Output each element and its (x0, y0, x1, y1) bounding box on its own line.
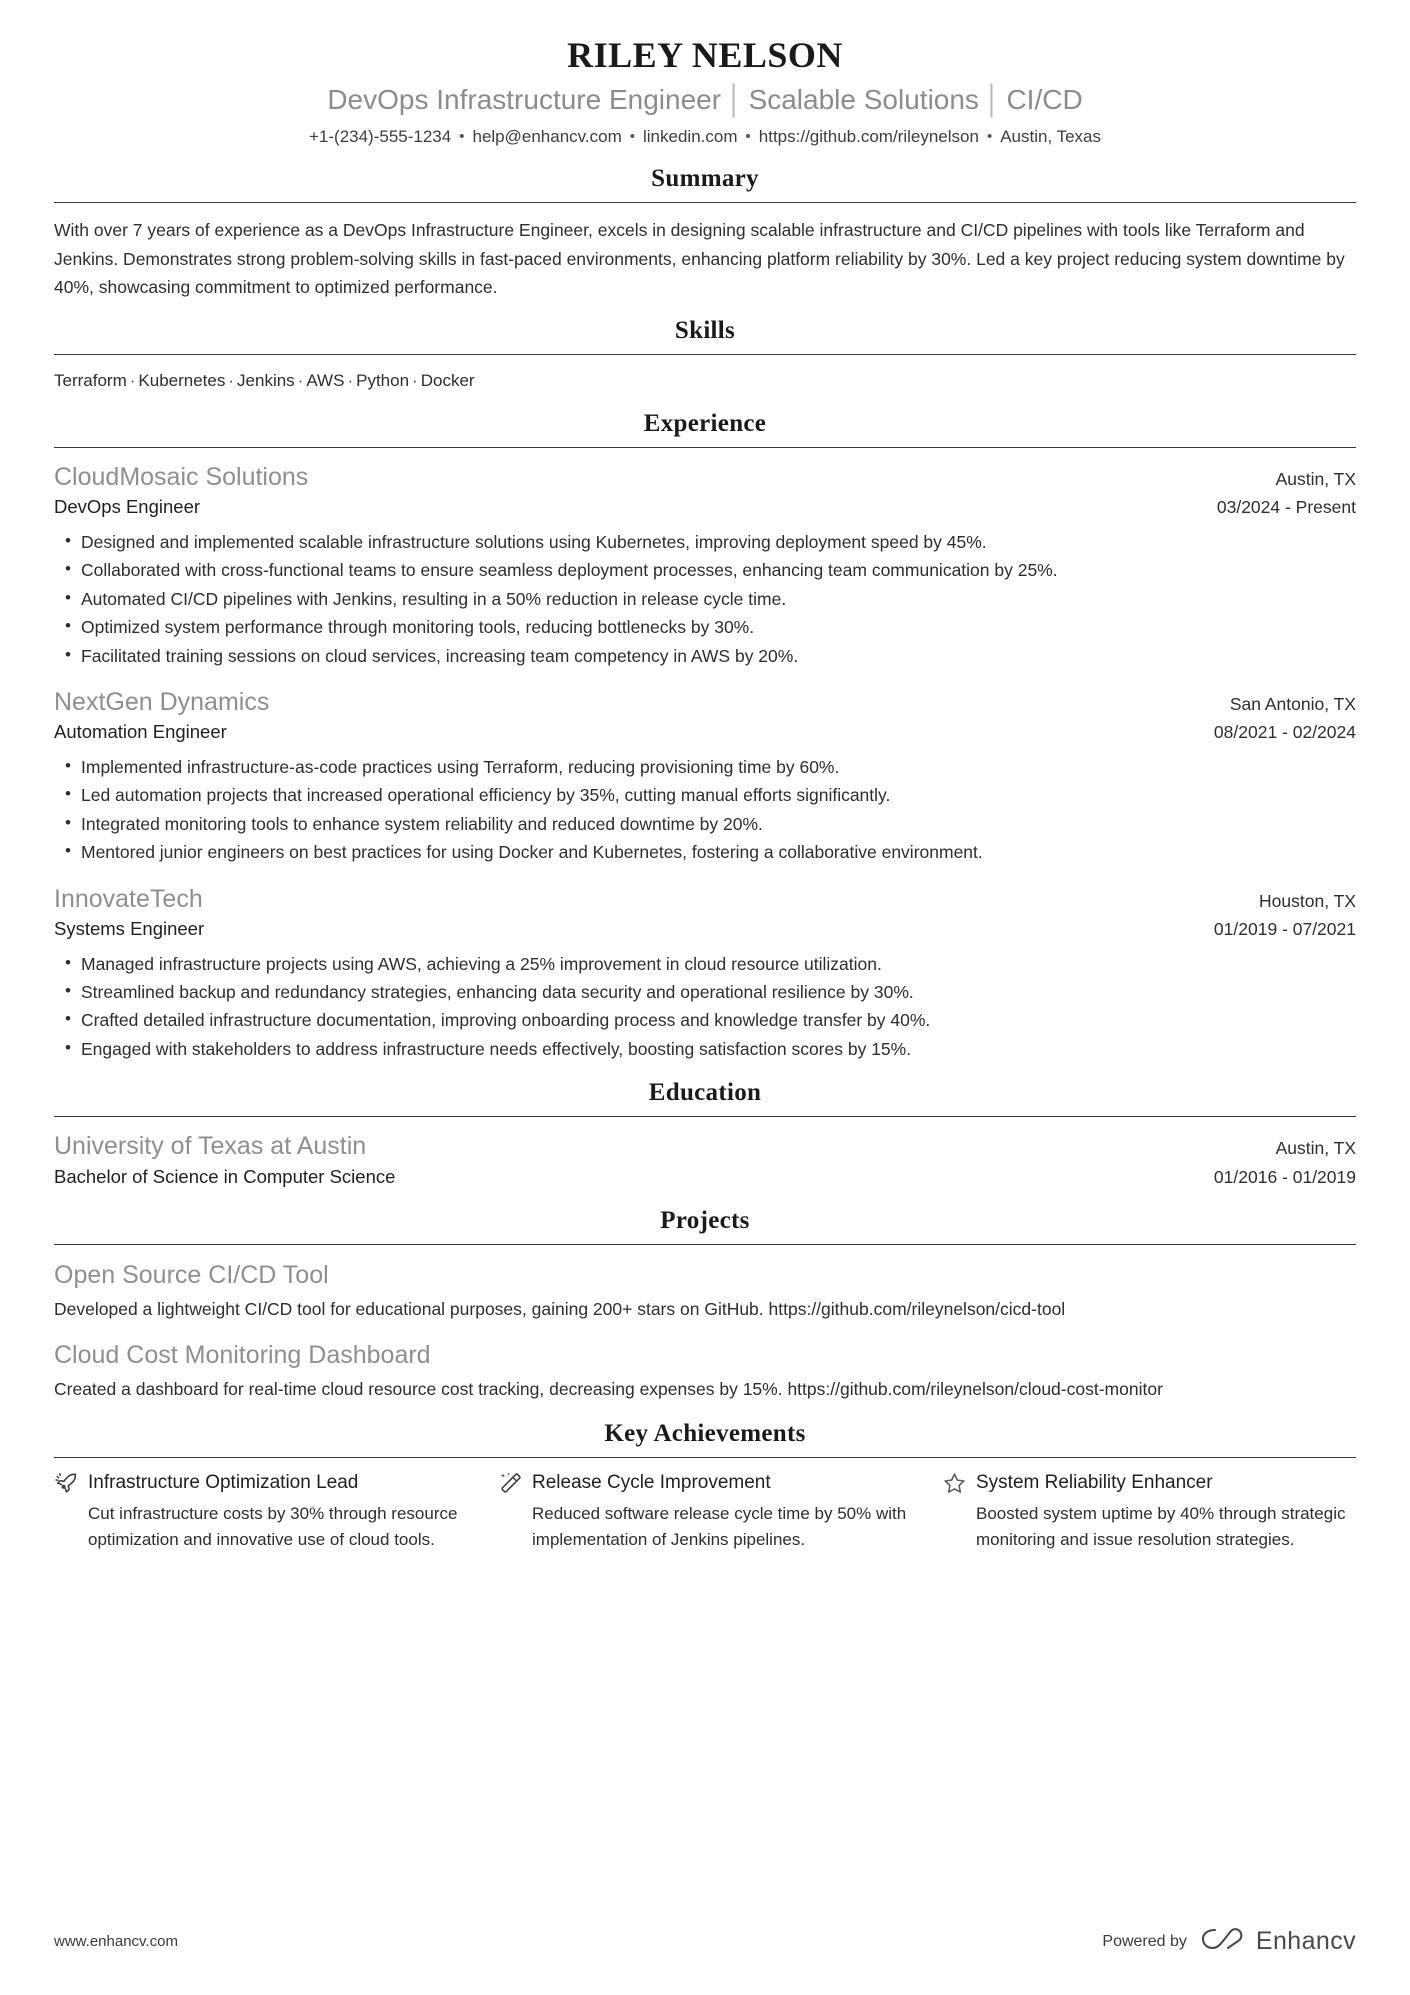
bullet-separator-icon: • (745, 127, 751, 145)
skill-item: Jenkins (237, 371, 295, 391)
experience-bullet: • Streamlined backup and redundancy strategies, enhancing data security and operational resilience by 30%. (54, 979, 1356, 1006)
contact-github[interactable]: https://github.com/rileynelson (758, 126, 979, 146)
education-location: Austin, TX (1275, 1138, 1356, 1159)
contact-email[interactable]: help@enhancv.com (472, 126, 622, 146)
experience-company-row (54, 686, 1356, 719)
experience-bullet: • Integrated monitoring tools to enhance system reliability and reduced downtime by 20%. (54, 811, 1356, 838)
experience-bullet-list (54, 951, 1356, 1064)
project-name: Open Source CI/CD Tool (54, 1260, 329, 1289)
experience-role-row (54, 916, 1356, 943)
section-education (54, 1079, 1356, 1190)
enhancv-logo (1201, 1926, 1356, 1957)
enhancv-mark-icon (1201, 1926, 1247, 1957)
experience-location: Houston, TX (1259, 890, 1356, 911)
experience-role: DevOps Engineer (54, 495, 201, 517)
project-entries (54, 1245, 1356, 1404)
experience-location: San Antonio, TX (1229, 694, 1356, 715)
section-projects (54, 1207, 1356, 1404)
experience-dates: 01/2019 - 07/2021 (1213, 918, 1356, 939)
achievement-description: Reduced software release cycle time by 50% with implementation of Jenkins pipelines. (532, 1504, 907, 1549)
title-part-2: CI/CD (1006, 83, 1083, 115)
section-heading-summary: Summary (651, 165, 759, 193)
experience-bullet: • Facilitated training sessions on cloud services, increasing team competency in AWS by 20%. (54, 643, 1356, 670)
section-experience (54, 410, 1356, 1064)
resume-header (54, 34, 1356, 149)
project-description: Developed a lightweight CI/CD tool for educational purposes, gaining 200+ stars on GitHub. https://github.com/rileynelson/cicd-tool (54, 1298, 1066, 1319)
skill-separator-icon: · (297, 371, 304, 391)
contact-line (54, 124, 1356, 150)
achievement-columns (54, 1471, 1356, 1553)
skill-separator-icon: · (412, 371, 418, 391)
skill-item: Kubernetes (138, 371, 226, 391)
achievement-entry (942, 1471, 1356, 1553)
powered-by-label: Powered by (1102, 1932, 1187, 1950)
achievement-header (54, 1471, 468, 1496)
skill-item: Docker (420, 371, 475, 391)
rocket-icon (54, 1471, 79, 1496)
education-dates: 01/2016 - 01/2019 (1213, 1166, 1356, 1187)
skill-separator-icon: · (347, 371, 354, 391)
footer-branding (1102, 1926, 1356, 1957)
contact-linkedin[interactable]: linkedin.com (643, 126, 738, 146)
section-summary (54, 165, 1356, 301)
skill-separator-icon: · (129, 371, 136, 391)
section-key-achievements (54, 1420, 1356, 1553)
experience-bullet: • Optimized system performance through monitoring tools, reducing bottlenecks by 30%. (54, 614, 1356, 641)
achievement-title: Release Cycle Improvement (532, 1472, 771, 1494)
experience-company: NextGen Dynamics (54, 688, 270, 717)
experience-dates: 03/2024 - Present (1216, 496, 1356, 517)
experience-role: Systems Engineer (54, 917, 205, 939)
skills-list (54, 368, 1356, 394)
experience-company: InnovateTech (54, 884, 203, 913)
summary-text: With over 7 years of experience as a DevOps Infrastructure Engineer, excels in designing scalable infrastructure and CI/CD pipelines with tools like Terraform and Jenkins. Demonstrates strong problem-solving skills in fast-paced environments, enhancing platform reliability by 30%. Led a key project reducing system downtime by 40%, showcasing commitment to optimized performance. (54, 220, 1345, 298)
experience-role-row (54, 494, 1356, 521)
experience-entry (54, 686, 1356, 867)
resume-footer (54, 1926, 1356, 1957)
experience-entry (54, 883, 1356, 1064)
section-skills (54, 317, 1356, 394)
experience-location: Austin, TX (1275, 468, 1356, 489)
achievement-description: Cut infrastructure costs by 30% through resource optimization and innovative use of cloud tools. (88, 1504, 458, 1549)
education-degree-row (54, 1164, 1356, 1191)
project-description: Created a dashboard for real-time cloud resource cost tracking, decreasing expenses by 15%. https://github.com/rileynelson/cloud-cost-monitor (54, 1379, 1163, 1400)
title-separator: │ (726, 83, 744, 115)
achievement-title: System Reliability Enhancer (976, 1472, 1213, 1494)
experience-company: CloudMosaic Solutions (54, 462, 309, 491)
experience-bullet: • Collaborated with cross-functional teams to ensure seamless deployment processes, enhancing team communication by 25%. (54, 557, 1356, 584)
skill-separator-icon: · (228, 371, 235, 391)
page-title: RILEY NELSON (567, 35, 843, 75)
contact-location: Austin, Texas (1000, 126, 1101, 146)
experience-dates: 08/2021 - 02/2024 (1213, 722, 1356, 743)
title-part-1: Scalable Solutions (748, 83, 979, 115)
experience-bullet: • Mentored junior engineers on best practices for using Docker and Kubernetes, fostering a collaborative environment. (54, 839, 1356, 866)
section-heading-skills: Skills (674, 317, 736, 345)
star-icon (942, 1471, 967, 1496)
experience-company-row (54, 883, 1356, 916)
title-part-0: DevOps Infrastructure Engineer (327, 83, 722, 115)
achievement-description: Boosted system uptime by 40% through strategic monitoring and issue resolution strategies. (976, 1504, 1346, 1549)
bullet-separator-icon: • (459, 127, 465, 145)
experience-bullet: • Designed and implemented scalable infrastructure solutions using Kubernetes, improving deployment speed by 45%. (54, 529, 1356, 556)
section-heading-projects: Projects (660, 1206, 750, 1234)
achievement-title: Infrastructure Optimization Lead (88, 1472, 359, 1494)
skill-item: Python (356, 371, 410, 391)
experience-bullet: • Automated CI/CD pipelines with Jenkins, resulting in a 50% reduction in release cycle time. (54, 586, 1356, 613)
skill-item: Terraform (54, 371, 127, 391)
experience-bullet-list (54, 754, 1356, 867)
project-name: Cloud Cost Monitoring Dashboard (54, 1341, 431, 1370)
experience-entries (54, 448, 1356, 1064)
achievement-header (498, 1471, 912, 1496)
project-entry (54, 1338, 1356, 1404)
experience-entry (54, 461, 1356, 670)
title-separator: │ (983, 83, 1002, 115)
bullet-separator-icon: • (629, 127, 635, 145)
contact-phone: +1-(234)-555-1234 (308, 126, 452, 146)
experience-bullet: • Engaged with stakeholders to address infrastructure needs effectively, boosting satisfaction scores by 15%. (54, 1036, 1356, 1063)
experience-bullet: • Implemented infrastructure-as-code practices using Terraform, reducing provisioning time by 60%. (54, 754, 1356, 781)
experience-bullet: • Led automation projects that increased operational efficiency by 35%, cutting manual efforts significantly. (54, 782, 1356, 809)
magic-wand-icon (498, 1471, 523, 1496)
education-school-row (54, 1130, 1356, 1164)
experience-role: Automation Engineer (54, 721, 227, 743)
experience-bullet: • Managed infrastructure projects using AWS, achieving a 25% improvement in cloud resource utilization. (54, 951, 1356, 978)
experience-bullet: • Crafted detailed infrastructure documentation, improving onboarding process and knowledge transfer by 40%. (54, 1007, 1356, 1034)
achievement-entry (498, 1471, 942, 1553)
achievement-entry (54, 1471, 498, 1553)
experience-role-row (54, 719, 1356, 746)
skill-item: AWS (306, 371, 345, 391)
experience-bullet-list (54, 529, 1356, 670)
bullet-separator-icon: • (986, 127, 993, 145)
education-entries (54, 1117, 1356, 1190)
education-degree: Bachelor of Science in Computer Science (54, 1165, 396, 1187)
section-heading-education: Education (648, 1079, 762, 1107)
professional-title (54, 82, 1356, 119)
footer-url[interactable]: www.enhancv.com (54, 1933, 178, 1950)
section-heading-key-achievements: Key Achievements (604, 1420, 806, 1448)
section-heading-experience: Experience (643, 409, 767, 437)
achievement-header (942, 1471, 1356, 1496)
experience-company-row (54, 461, 1356, 494)
education-entry (54, 1130, 1356, 1190)
project-entry (54, 1258, 1356, 1324)
enhancv-wordmark: Enhancv (1255, 1927, 1356, 1955)
education-school: University of Texas at Austin (54, 1132, 367, 1161)
